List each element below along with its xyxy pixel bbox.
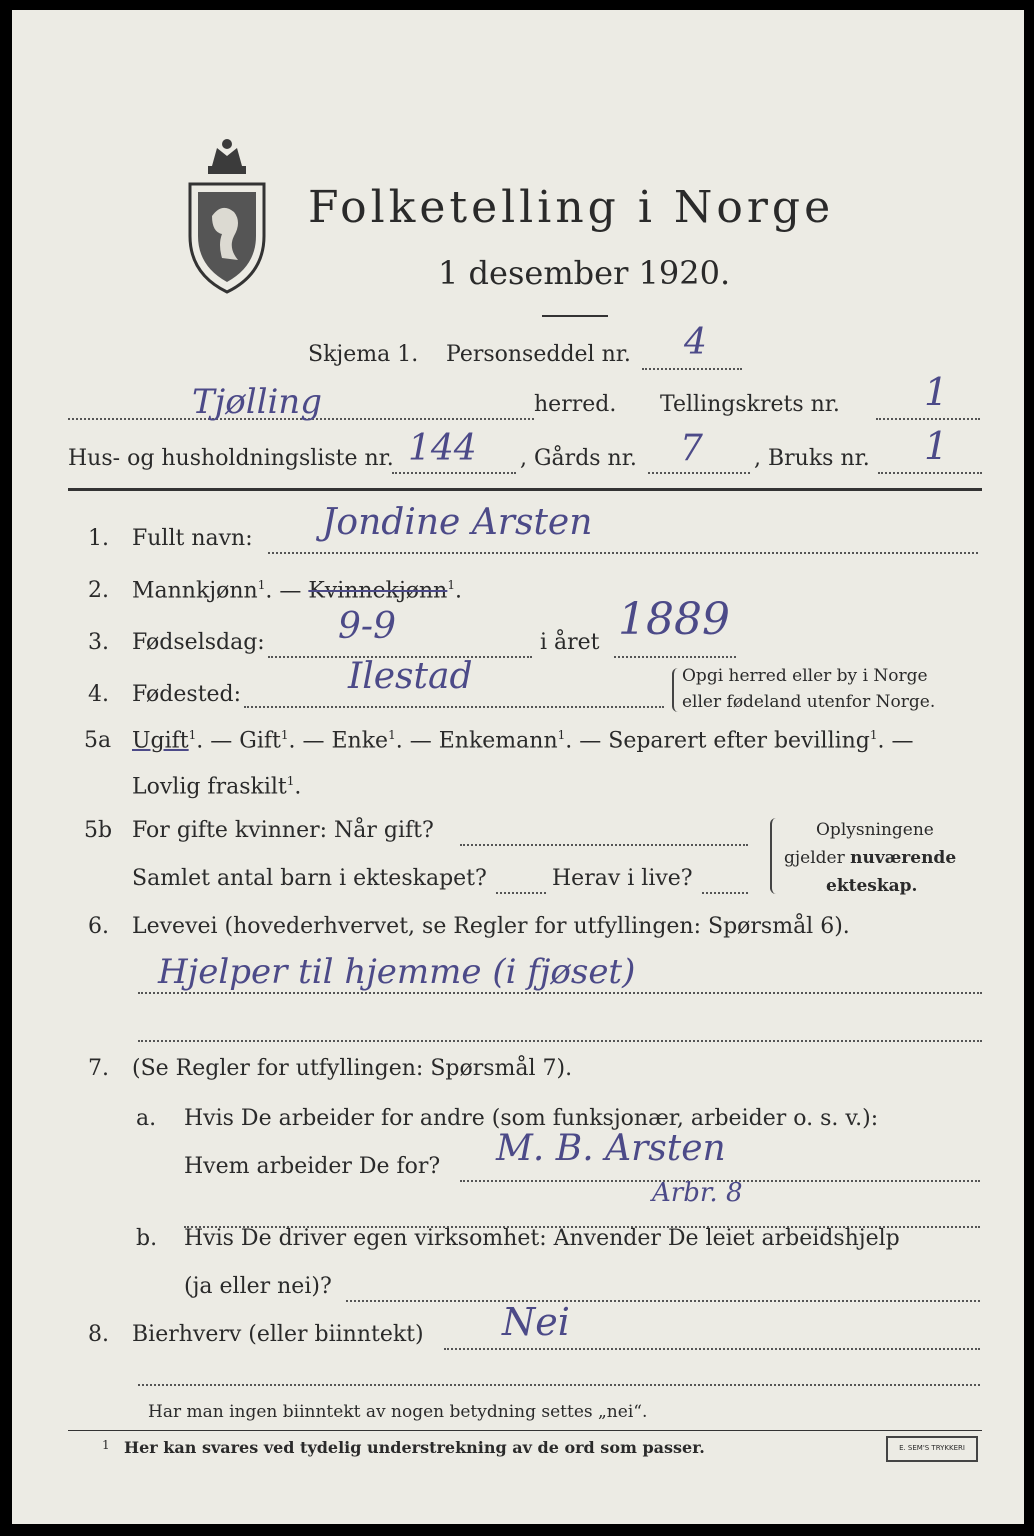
- q6-label: Levevei (hovederhvervet, se Regler for utfyllingen: Spørsmål 6).: [132, 914, 850, 939]
- enkemann-option[interactable]: Enkemann: [438, 728, 558, 754]
- q5b-note-line3: ekteskap.: [826, 876, 918, 896]
- footer-note: Har man ingen biinntekt av nogen betydning settes „nei“.: [148, 1402, 648, 1422]
- ugift-option[interactable]: Ugift: [132, 728, 189, 754]
- fraskilt-option[interactable]: Lovlig fraskilt: [132, 774, 287, 800]
- q3-label: Fødselsdag:: [132, 630, 265, 655]
- q4-note-line1: Opgi herred eller by i Norge: [682, 666, 928, 686]
- hired-help-field[interactable]: [346, 1300, 980, 1302]
- title-divider: [542, 315, 608, 317]
- birthyear-field[interactable]: [614, 656, 736, 658]
- q4-number: 4.: [88, 682, 109, 707]
- enke-option[interactable]: Enke: [331, 728, 389, 754]
- occupation-value: Hjelper til hjemme (i fjøset): [158, 952, 636, 992]
- alive-field[interactable]: [702, 892, 748, 894]
- q2-options: Mannkjønn$^1$. — Kvinnekjønn$^1$.: [132, 578, 462, 604]
- personseddel-field[interactable]: [642, 368, 742, 370]
- herav-label: Herav i live?: [552, 866, 693, 891]
- children-field[interactable]: [496, 892, 546, 894]
- q5b-note-line1: Oplysningene: [816, 820, 934, 840]
- tellingskrets-value: 1: [924, 370, 949, 414]
- q5a-number: 5a: [84, 728, 112, 753]
- female-option[interactable]: Kvinnekjønn: [308, 578, 448, 604]
- q7-number: 7.: [88, 1056, 109, 1081]
- header-rule: [68, 488, 982, 491]
- q1-label: Fullt navn:: [132, 526, 253, 551]
- bruks-label: , Bruks nr.: [754, 446, 870, 471]
- personseddel-label: Personseddel nr.: [446, 342, 631, 367]
- skjema-label: Skjema 1.: [308, 342, 419, 367]
- male-option[interactable]: Mannkjønn: [132, 578, 258, 604]
- q3-number: 3.: [88, 630, 109, 655]
- census-form: [12, 10, 1024, 1524]
- footnote-marker: 1: [447, 578, 455, 592]
- herred-label: herred.: [534, 392, 617, 417]
- birthdate-value: 9-9: [338, 606, 396, 647]
- married-date-field[interactable]: [460, 844, 748, 846]
- q5b-note-brace: [770, 818, 778, 894]
- birthyear-value: 1889: [618, 594, 730, 645]
- printer-stamp: E. SEM'S TRYKKERI: [886, 1436, 978, 1462]
- hus-value: 144: [408, 428, 477, 469]
- tellingskrets-label: Tellingskrets nr.: [660, 392, 840, 417]
- q8-label: Bierhverv (eller biinntekt): [132, 1322, 424, 1347]
- q1-number: 1.: [88, 526, 109, 551]
- q7b-text: Hvis De driver egen virksomhet: Anvender De leiet arbeidshjelp: [184, 1226, 900, 1251]
- q7a-question: Hvem arbeider De for?: [184, 1154, 441, 1179]
- q5b-note-line2: gjelder nuværende: [784, 848, 957, 868]
- gift-option[interactable]: Gift: [239, 728, 281, 754]
- side-income-field-2[interactable]: [138, 1384, 980, 1386]
- footer-rule: [68, 1430, 982, 1431]
- occupation-field-2[interactable]: [138, 1040, 982, 1042]
- side-income-value: Nei: [502, 1300, 570, 1344]
- q7a-text: Hvis De arbeider for andre (som funksjonær, arbeider o. s. v.):: [184, 1106, 879, 1131]
- separator: . —: [265, 578, 302, 604]
- q4-note-line2: eller fødeland utenfor Norge.: [682, 692, 936, 712]
- coat-of-arms-icon: [182, 136, 272, 296]
- form-title: Folketelling i Norge: [308, 182, 835, 233]
- separert-option[interactable]: Separert efter bevilling: [608, 728, 870, 754]
- q2-number: 2.: [88, 578, 109, 603]
- bruks-value: 1: [924, 424, 949, 468]
- q5b-line1: For gifte kvinner: Når gift?: [132, 818, 434, 843]
- q7-label: (Se Regler for utfyllingen: Spørsmål 7).: [132, 1056, 573, 1081]
- bruks-field[interactable]: [878, 472, 982, 474]
- census-date: 1 desember 1920.: [438, 254, 731, 292]
- q5b-number: 5b: [84, 818, 113, 843]
- q5a-options: Ugift$^1$. — Gift$^1$. — Enke$^1$. — Enkemann$^1$. — Separert efter bevilling$^1$. —: [132, 728, 914, 754]
- footnote-number: 1: [102, 1438, 110, 1452]
- q7b-question: (ja eller nei)?: [184, 1274, 332, 1299]
- personseddel-value: 4: [684, 322, 707, 363]
- herred-value: Tjølling: [192, 382, 322, 422]
- footnote-text: Her kan svares ved tydelig understrekning av de ord som passer.: [124, 1438, 705, 1457]
- side-income-field[interactable]: [444, 1348, 980, 1350]
- full-name-value: Jondine Arsten: [322, 502, 593, 543]
- year-label: i året: [540, 630, 600, 655]
- hus-label: Hus- og husholdningsliste nr.: [68, 446, 394, 471]
- birthplace-value: Ilestad: [348, 656, 473, 697]
- q7a-letter: a.: [136, 1106, 157, 1131]
- gards-field[interactable]: [648, 472, 750, 474]
- tellingskrets-field[interactable]: [876, 418, 980, 420]
- q5b-line2: Samlet antal barn i ekteskapet?: [132, 866, 487, 891]
- gards-label: , Gårds nr.: [520, 446, 637, 471]
- q4-label: Fødested:: [132, 682, 242, 707]
- q5a-options-line2: Lovlig fraskilt$^1$.: [132, 774, 302, 800]
- birthplace-field[interactable]: [244, 706, 664, 708]
- gards-value: 7: [680, 428, 703, 469]
- employer-value-line2: Arbr. 8: [652, 1178, 743, 1208]
- q4-note-brace: [672, 668, 680, 712]
- hus-field[interactable]: [392, 472, 516, 474]
- full-name-field[interactable]: [268, 552, 978, 554]
- footnote-marker: 1: [257, 578, 266, 592]
- occupation-field-1[interactable]: [138, 992, 982, 994]
- q8-number: 8.: [88, 1322, 109, 1347]
- q7b-letter: b.: [136, 1226, 158, 1251]
- employer-value: M. B. Arsten: [496, 1128, 726, 1169]
- q6-number: 6.: [88, 914, 109, 939]
